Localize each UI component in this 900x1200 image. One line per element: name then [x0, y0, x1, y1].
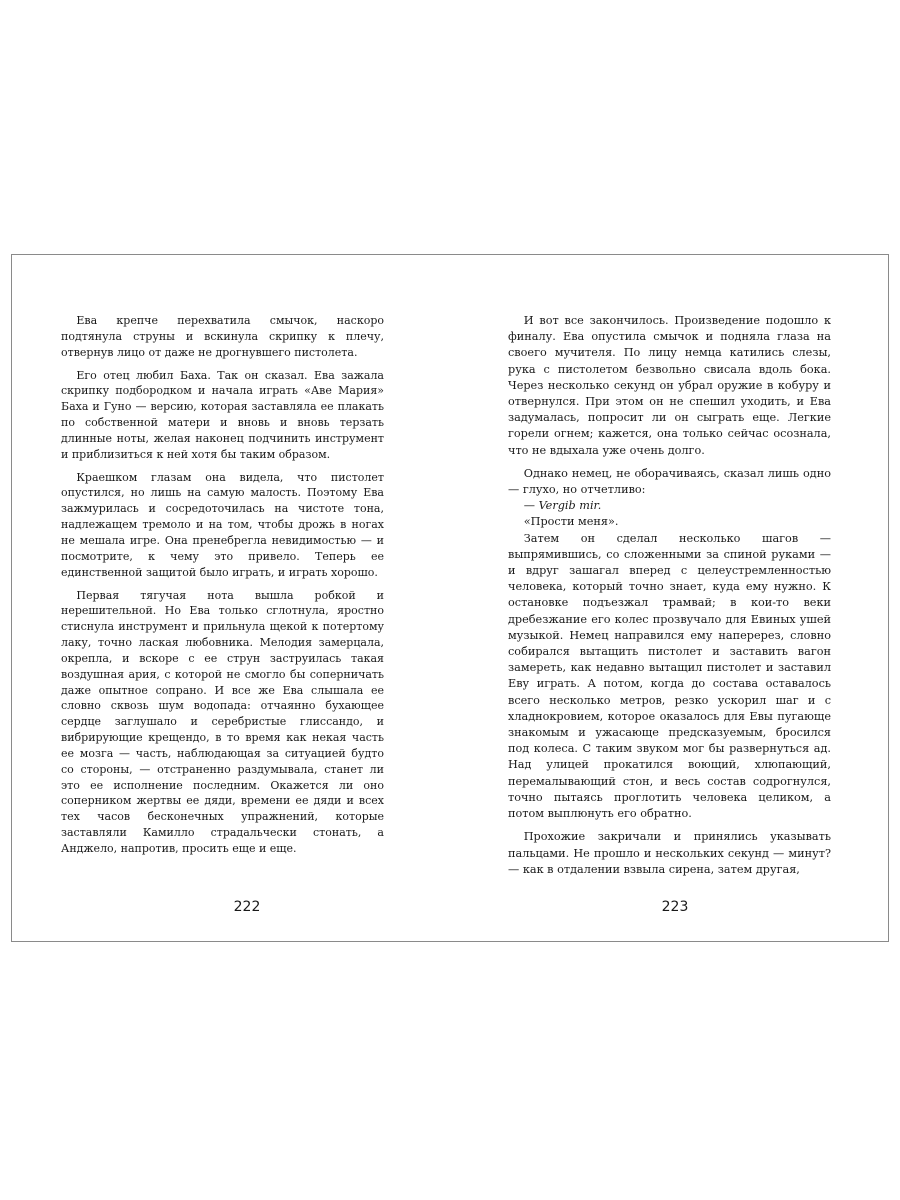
left-page-text — [61, 313, 384, 857]
page-number-right: 223 — [661, 899, 689, 915]
paragraph: Затем он сделал несколько шагов — выпрямившись, со сложенными за спиной руками — и вдруг зашагал вперед с целеустремленностью человека, который точно знает, куда ему нужно. К остановке подъезжал трамвай; в кои-то веки дребезжание его колес прозвучало для Евиных ушей музыкой. Немец направился ему наперерез, словно собирался вытащить пистолет и заставить вагон замереть, как недавно вытащил пистолет и заставил Еву играть. А потом, когда до состава оставалось всего несколько метров, резко ускорил шаг и с хладнокровием, которое оказалось для Евы пугающе знакомым и ужасающе предсказуемым, бросился под колеса. С таким звуком мог бы развернуться ад. Над улицей прокатился воющий, хлюпающий, перемалывающий стон, и весь состав содрогнулся, точно пытаясь проглотить человека целиком, а потом выплюнуть его обратно. — [508, 531, 831, 821]
quote-translation: «Прости меня». — [523, 515, 619, 529]
quote-line — [508, 498, 831, 514]
paragraph: Ева крепче перехватила смычок, наскоро подтянула струны и вскинула скрипку к плечу, отвернув лицо от даже не дрогнувшего пистолета. — [61, 314, 384, 359]
paragraph: Краешком глазам она видела, что пистолет опустился, но лишь на самую малость. Поэтому Ева зажмурилась и сосредоточилась на чистоте тона, надлежащем тремоло и на том, чтобы дрожь в ногах не мешала игре. Она пренебрегла невидимостью — и посмотрите, к чему это привело. Теперь ее единственной защитой было играть, и играть хорошо. — [61, 470, 384, 579]
right-page-text — [508, 313, 831, 878]
quote-foreign: Vergib mir. — [538, 499, 602, 513]
paragraph: И вот все закончилось. Произведение подошло к финалу. Ева опустила смычок и подняла глаза на своего мучителя. По лицу немца катились слезы, рука с пистолетом безвольно свисала вдоль бока. Через несколько секунд он убрал оружие в кобуру и отвернулся. При этом он не спешил уходить, и Ева задумалась, попросит ли он сыграть еще. Легкие горели огнем; кажется, она только сейчас осознала, что не вдыхала уже очень долго. — [508, 314, 831, 457]
paragraph: Первая тягучая нота вышла робкой и нерешительной. Но Ева только сглотнула, яростно стиснула инструмент и прильнула щекой к потертому лаку, точно лаская любовника. Мелодия замерцала, окрепла, и вскоре с ее струн заструилась такая воздушная ария, с которой не смогло бы соперничать даже опытное сопрано. И все же Ева слышала ее словно сквозь шум водопада: отчаянно бухающее сердце заглушало и серебристые глиссандо, и вибрирующие крещендо, в то время как некая часть ее мозга — часть, наблюдающая за ситуацией будто со стороны, — отстраненно раздумывала, станет ли это ее исполнение последним. Окажется ли оно соперником жертвы ее дяди, времени ее дяди и всех тех часов бесконечных упражнений, которые заставляли Камилло страдальчески стонать, а Анджело, напротив, просить еще и еще. — [61, 588, 384, 855]
paragraph: Прохожие закричали и принялись указывать пальцами. Не прошло и нескольких секунд — минут? — как в отдалении взвыла сирена, затем другая, — [508, 830, 831, 876]
paragraph: Его отец любил Баха. Так он сказал. Ева зажала скрипку подбородком и начала играть «Аве Мария» Баха и Гуно — версию, которая заставляла ее плакать по собственной матери и вновь и вновь терзать длинные ноты, желая наконец подчинить инструмент и приблизиться к ней хотя бы таким образом. — [61, 368, 384, 461]
quote-dash: — — [523, 499, 539, 513]
book-spread — [11, 254, 889, 942]
page-number-left: 222 — [233, 899, 261, 915]
paragraph: Однако немец, не оборачиваясь, сказал лишь одно — глухо, но отчетливо: — [508, 466, 831, 497]
